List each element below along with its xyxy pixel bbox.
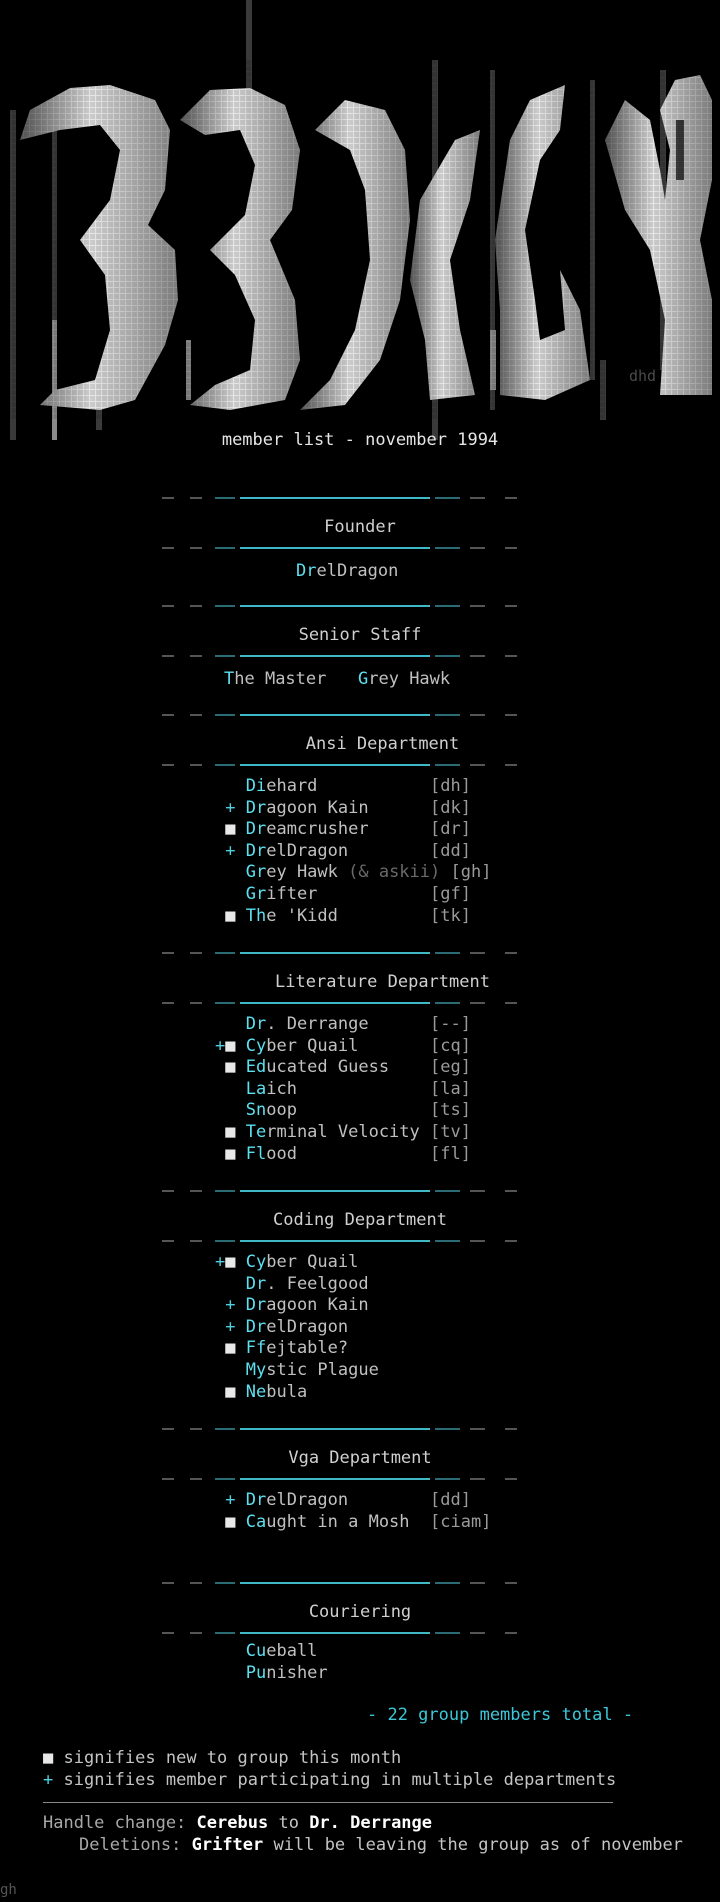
member-row: Grey Hawk (& askii) [gh] [215,862,491,884]
top-divider [0,712,720,718]
member-row: Dr. Feelgood [215,1274,369,1296]
ansi-section [0,712,720,768]
section-title: Couriering [308,1602,412,1622]
member-tag: [dd] [348,840,471,861]
member-row: + DrelDragon [215,1317,348,1339]
section-title: Ansi Department [305,734,460,754]
top-divider [0,1580,720,1586]
logo-signature: dhd [629,367,657,385]
member-row: ■ Nebula [215,1382,307,1404]
member-row: Snoop [ts] [215,1100,471,1122]
member-row: Diehard [dh] [215,776,471,798]
multi-marker: + [43,1770,54,1790]
section-title: Literature Department [275,972,490,992]
member-row: ■ Flood [fl] [215,1144,471,1166]
legend-new: ■ signifies new to group this month [43,1748,402,1768]
member-marker: + [225,1490,236,1510]
vga-section [0,1426,720,1482]
member-row: ■ Terminal Velocity [tv] [215,1122,471,1144]
founder-section [0,495,720,551]
member-tag: [eg] [389,1057,471,1078]
member-tag: [tk] [337,905,471,926]
member-marker: + [225,797,236,818]
bottom-divider [0,1238,720,1244]
footer-signature: gh [0,1882,17,1898]
member-row: Cueball [215,1641,317,1663]
bottom-divider [0,762,720,768]
member-row: +■ Cyber Quail [215,1252,359,1272]
member-row: ■ Dreamcrusher [dr] [215,819,471,841]
top-divider [0,950,720,956]
new-marker: ■ [43,1748,54,1768]
member-marker: + [225,840,236,861]
member-marker: ■ [225,1143,236,1164]
member-tag: [la] [296,1078,471,1099]
member-tag: [cq] [358,1035,471,1056]
member-row: Dr. Derrange [--] [215,1014,471,1036]
member-marker: ■ [225,1381,236,1402]
member-row: ■ The 'Kidd [tk] [215,906,471,928]
member-marker [215,1641,236,1661]
member-marker: ■ [225,1338,236,1359]
member-row: +■ Cyber Quail [cq] [215,1035,471,1056]
members-total: - 22 group members total - [367,1705,634,1725]
member-tag: [ciam] [409,1511,492,1532]
section-title: Coding Department [273,1210,447,1230]
member-marker [215,1100,236,1120]
member-marker: +■ [215,1252,236,1272]
member-marker [215,1014,236,1034]
member-marker: ■ [225,1057,236,1078]
member-tag: [gh] [440,862,492,883]
member-marker: ■ [225,1511,236,1532]
legend-multi: + signifies member participating in multiple departments [43,1770,617,1790]
member-tag: [dk] [368,797,471,818]
bottom-divider [0,1476,720,1482]
legend-divider [43,1802,613,1803]
member-tag: [fl] [296,1143,471,1164]
top-divider [0,495,720,501]
page-subtitle: member list - november 1994 [221,430,499,450]
member-marker: + [225,1316,236,1337]
top-divider [0,603,720,609]
senior-member: Grey Hawk [358,669,451,689]
member-marker [215,1360,236,1380]
coding-section [0,1188,720,1244]
member-marker [215,1079,236,1099]
founder-member: DrelDragon [296,561,399,581]
member-marker: ■ [225,1122,236,1142]
member-row: ■ Educated Guess [eg] [215,1057,471,1079]
member-row: ■ Caught in a Mosh [ciam] [215,1512,491,1534]
member-row: + Dragoon Kain [dk] [215,798,471,820]
member-tag: [gf] [317,884,471,904]
deletions-line: Deletions: Grifter will be leaving the group as of november [79,1835,683,1855]
member-tag: [tv] [419,1122,471,1142]
section-title: Vga Department [288,1448,432,1468]
member-row: Mystic Plague [215,1360,379,1382]
member-tag: [dh] [317,776,471,796]
bredgy-logo [0,0,720,440]
member-row: Punisher [215,1663,328,1685]
member-marker: +■ [215,1035,236,1056]
section-title: Founder [324,517,396,537]
senior-staff-section [0,603,720,659]
member-marker [215,1663,236,1683]
member-row: + Dragoon Kain [215,1295,369,1317]
member-tag: [dd] [348,1490,471,1510]
handle-change-line: Handle change: Cerebus to Dr. Derrange [43,1813,433,1833]
member-marker [215,862,236,882]
top-divider [0,1426,720,1432]
member-marker: + [225,1295,236,1316]
member-row: + DrelDragon [dd] [215,1490,471,1512]
senior-member: The Master [224,669,327,689]
member-marker: ■ [225,819,236,840]
bottom-divider [0,653,720,659]
member-marker: ■ [225,905,236,926]
section-title: Senior Staff [298,625,422,645]
member-row: + DrelDragon [dd] [215,841,471,863]
member-tag: [ts] [296,1100,471,1121]
member-marker [215,776,236,796]
member-row: Laich [la] [215,1079,471,1101]
member-tag: [dr] [368,819,471,840]
member-marker [215,884,236,904]
bottom-divider [0,1630,720,1636]
member-tag: [--] [368,1014,471,1034]
member-marker [215,1274,236,1294]
member-row: Grifter [gf] [215,884,471,906]
bottom-divider [0,1000,720,1006]
top-divider [0,1188,720,1194]
member-row: ■ Ffejtable? [215,1338,348,1360]
couriering-section [0,1580,720,1636]
literature-section [0,950,720,1006]
bottom-divider [0,545,720,551]
